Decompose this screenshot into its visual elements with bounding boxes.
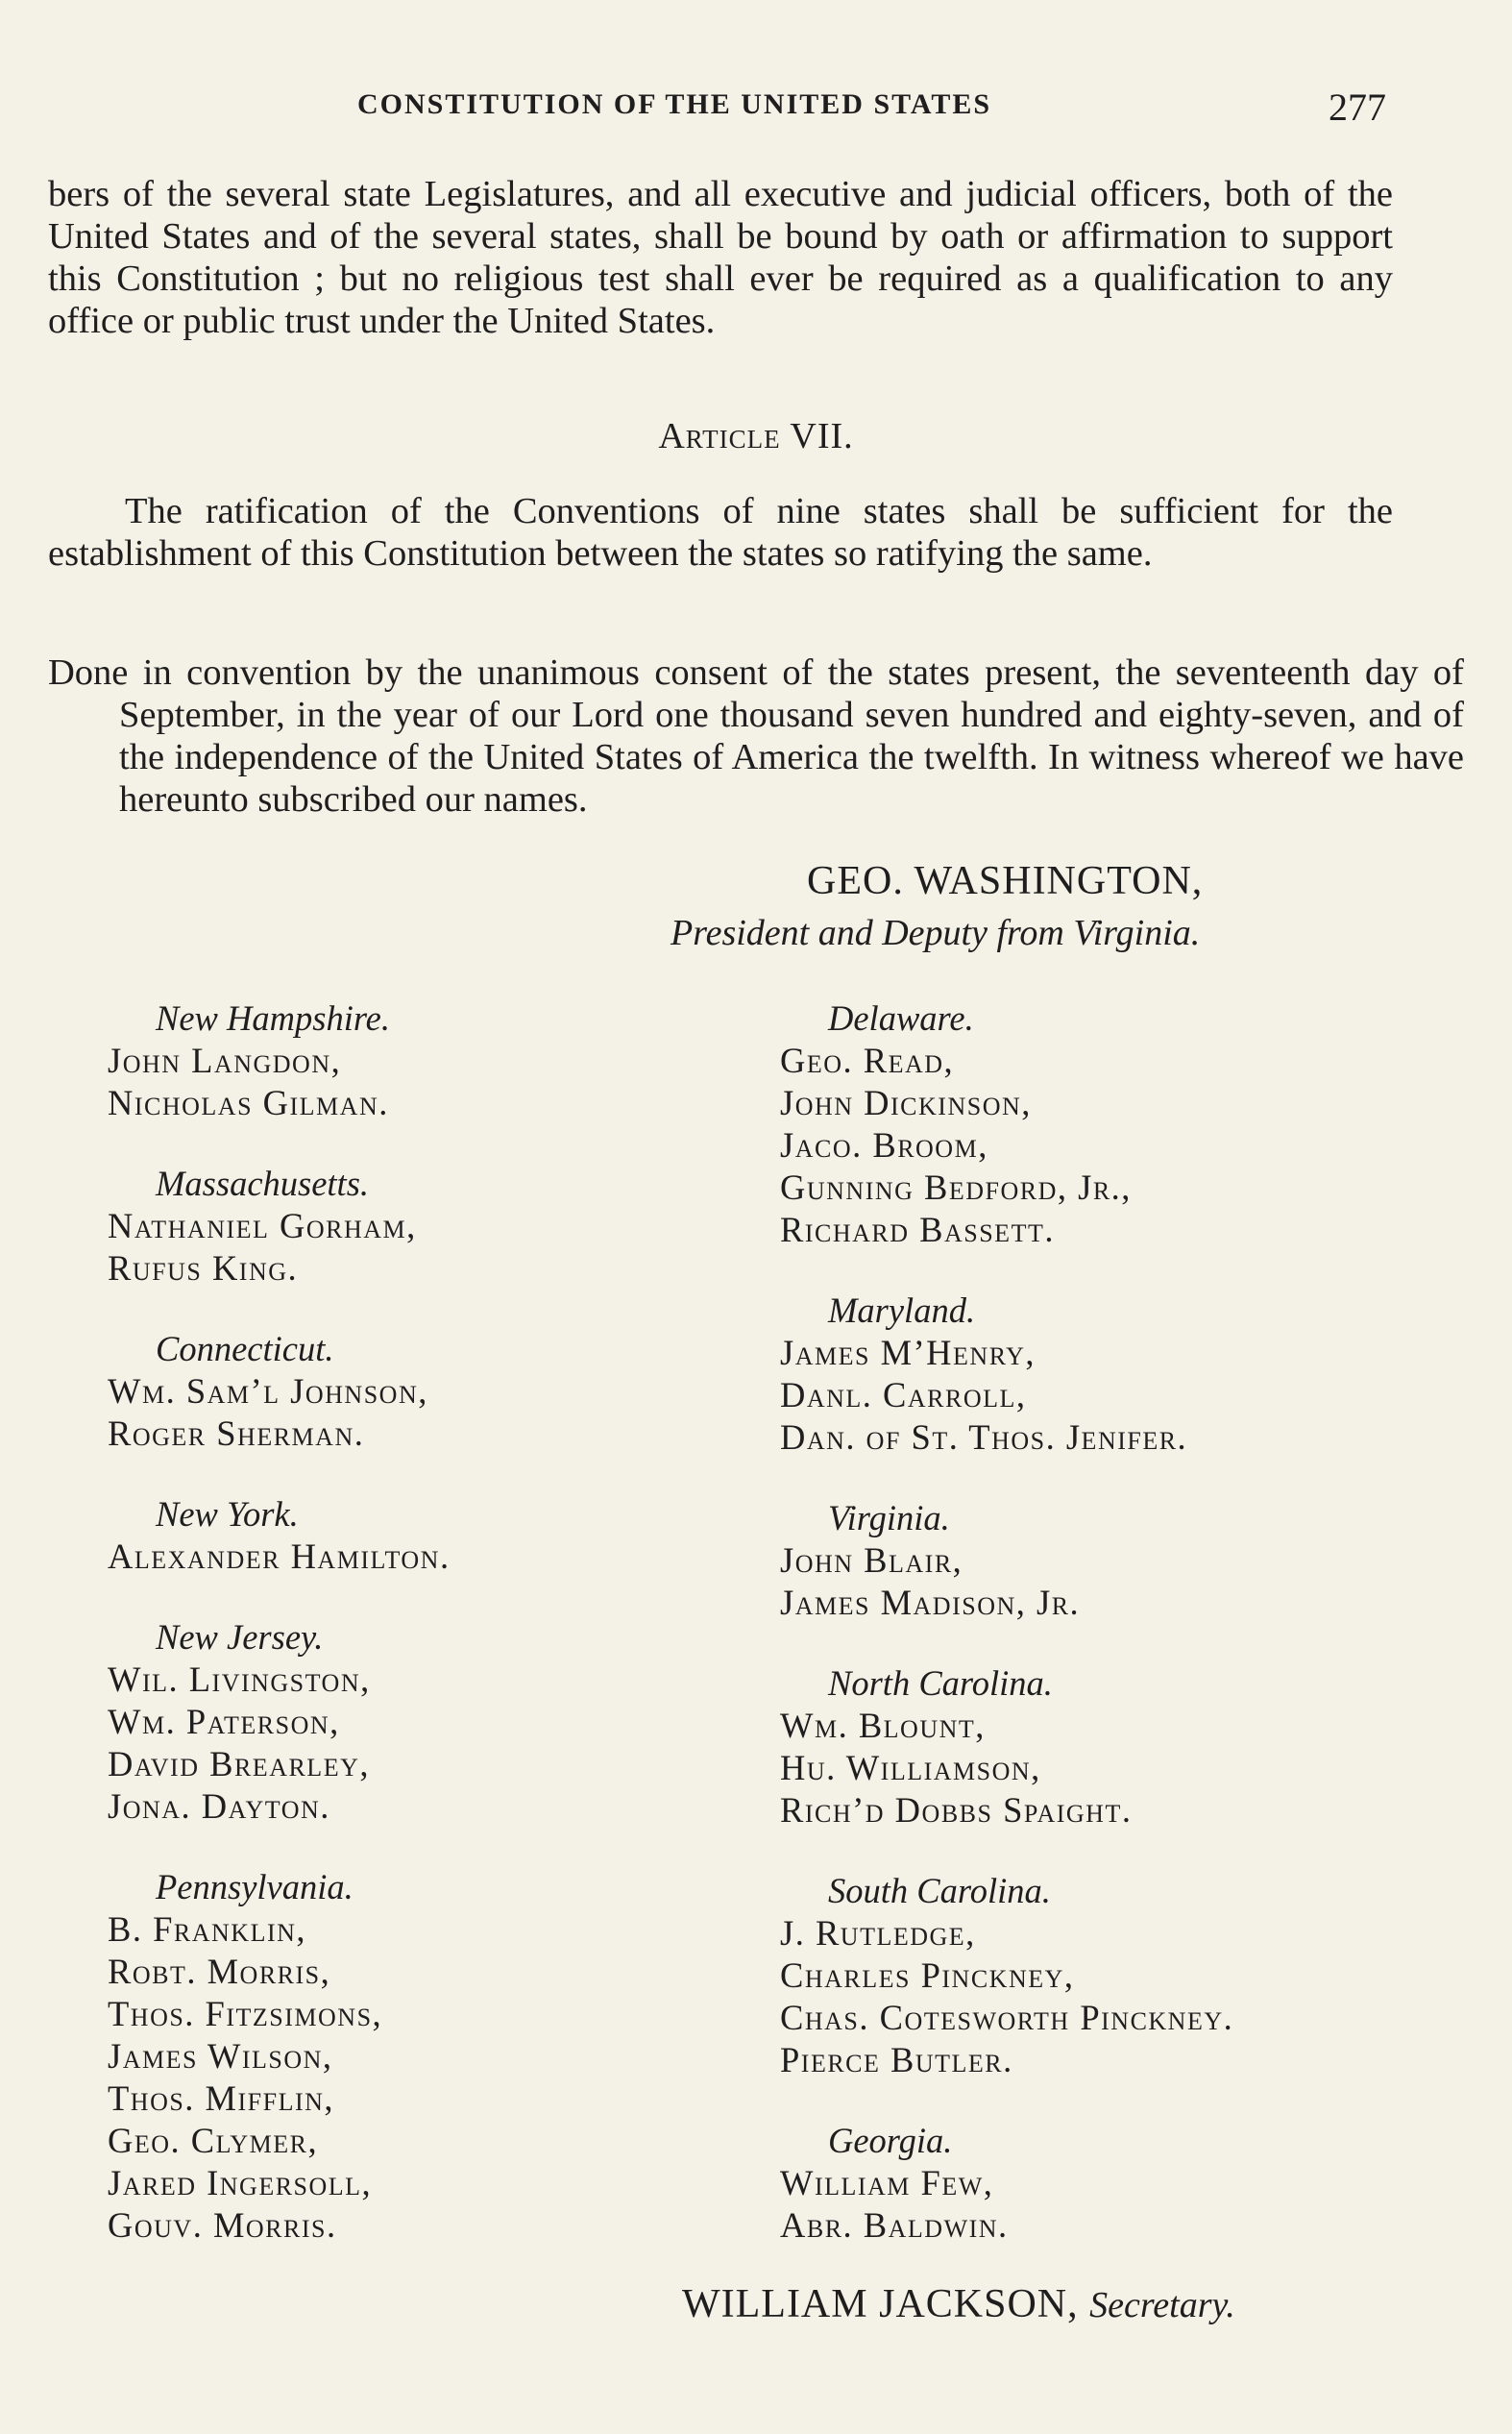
signer-name: James Wilson, <box>108 2036 333 2076</box>
signer-name: Richard Bassett. <box>780 1210 1055 1249</box>
state-name: New York. <box>156 1494 299 1534</box>
signer-name: Nathaniel Gorham, <box>108 1206 417 1245</box>
state-group <box>108 1163 732 1290</box>
paragraph-ratification: The ratification of the Conventions of nine states shall be sufficient for the establishment of this Constitution between the states so ratifying the same. <box>48 491 1393 574</box>
president-title: President and Deputy from Virginia. <box>671 913 1201 953</box>
secretary-signature <box>682 2281 1235 2327</box>
state-name: North Carolina. <box>828 1663 1053 1703</box>
signer-name: Danl. Carroll, <box>780 1375 1027 1414</box>
signer-name: Charles Pinckney, <box>780 1955 1075 1995</box>
signer-name: Wm. Blount, <box>780 1706 986 1745</box>
signer-name: Wm. Paterson, <box>108 1702 340 1741</box>
signer-name: J. Rutledge, <box>780 1913 976 1953</box>
signer-name: Wil. Livingston, <box>108 1660 371 1699</box>
state-name: Connecticut. <box>156 1329 334 1368</box>
signer-name: Jaco. Broom, <box>780 1125 988 1165</box>
signer-name: Wm. Sam’l Johnson, <box>108 1371 428 1411</box>
signer-name: James M’Henry, <box>780 1333 1036 1372</box>
signer-name: William Few, <box>780 2163 994 2202</box>
state-group <box>108 1616 732 1828</box>
secretary-title: Secretary. <box>1089 2285 1235 2325</box>
signer-name: Geo. Clymer, <box>108 2121 319 2160</box>
signer-name: John Dickinson, <box>780 1083 1032 1122</box>
page-header <box>0 85 1512 133</box>
state-group <box>108 1493 732 1578</box>
signer-name: Geo. Read, <box>780 1041 955 1080</box>
state-name: Delaware. <box>828 998 974 1038</box>
signer-name: Abr. Baldwin. <box>780 2205 1009 2245</box>
signer-name: Roger Sherman. <box>108 1414 365 1453</box>
president-signature-block <box>663 857 1354 957</box>
signer-name: Nicholas Gilman. <box>108 1083 389 1122</box>
signer-name: Dan. of St. Thos. Jenifer. <box>780 1417 1188 1457</box>
state-group <box>108 997 732 1124</box>
state-name: New Hampshire. <box>156 998 391 1038</box>
signer-name: Thos. Fitzsimons, <box>108 1994 383 2033</box>
secretary-name: WILLIAM JACKSON, <box>682 2282 1079 2326</box>
signer-name: Rich’d Dobbs Spaight. <box>780 1790 1133 1830</box>
signer-name: Chas. Cotesworth Pinckney. <box>780 1998 1234 2037</box>
paragraph-attestation: Done in convention by the unanimous consent of the states present, the seventeenth day of September, in the year of our Lord one thousand seven hundred and eighty-seven, and of the independence of the United States of America the twelfth. In witness whereof we have hereunto subscribed our names. <box>48 652 1464 820</box>
president-name: GEO. WASHINGTON, <box>807 859 1204 903</box>
page-number: 277 <box>1329 86 1386 129</box>
signer-name: James Madison, Jr. <box>780 1583 1081 1622</box>
signer-name: Alexander Hamilton. <box>108 1537 451 1576</box>
paragraph-oath-clause: bers of the several state Legislatures, and all executive and judicial officers, both of the United States and of the several states, shall be bound by oath or affirmation to support this Constitution ; but no religious test shall ever be required as a qualification to any office or public trust under the United States. <box>48 174 1393 341</box>
signer-name: John Langdon, <box>108 1041 342 1080</box>
signer-name: Rufus King. <box>108 1248 299 1288</box>
state-name: Massachusetts. <box>156 1164 370 1203</box>
signer-name: Gouv. Morris. <box>108 2205 337 2245</box>
signer-name: Robt. Morris, <box>108 1952 331 1991</box>
signer-name: Gunning Bedford, Jr., <box>780 1168 1132 1207</box>
state-group <box>780 1290 1452 1459</box>
signer-name: Thos. Mifflin, <box>108 2078 335 2118</box>
article-heading: Article VII. <box>658 416 854 456</box>
state-group <box>108 1328 732 1455</box>
signer-name: Jona. Dayton. <box>108 1786 330 1826</box>
signer-name: Jared Ingersoll, <box>108 2163 373 2202</box>
left-signers-column <box>108 997 732 2285</box>
state-name: Pennsylvania. <box>156 1867 354 1906</box>
state-group <box>780 1662 1452 1832</box>
state-name: South Carolina. <box>828 1871 1051 1910</box>
signer-name: John Blair, <box>780 1540 963 1580</box>
signer-name: Pierce Butler. <box>780 2040 1013 2079</box>
state-group <box>780 2120 1452 2247</box>
state-group <box>780 997 1452 1251</box>
state-name: New Jersey. <box>156 1617 324 1657</box>
signer-name: B. Franklin, <box>108 1909 307 1949</box>
state-name: Virginia. <box>828 1498 950 1537</box>
state-group <box>780 1497 1452 1624</box>
running-head: CONSTITUTION OF THE UNITED STATES <box>357 88 992 120</box>
signer-name: Hu. Williamson, <box>780 1748 1041 1787</box>
state-name: Georgia. <box>828 2121 953 2160</box>
state-group <box>780 1870 1452 2081</box>
state-group <box>108 1866 732 2247</box>
right-signers-column <box>780 997 1452 2285</box>
signer-name: David Brearley, <box>108 1744 370 1783</box>
state-name: Maryland. <box>828 1291 976 1330</box>
